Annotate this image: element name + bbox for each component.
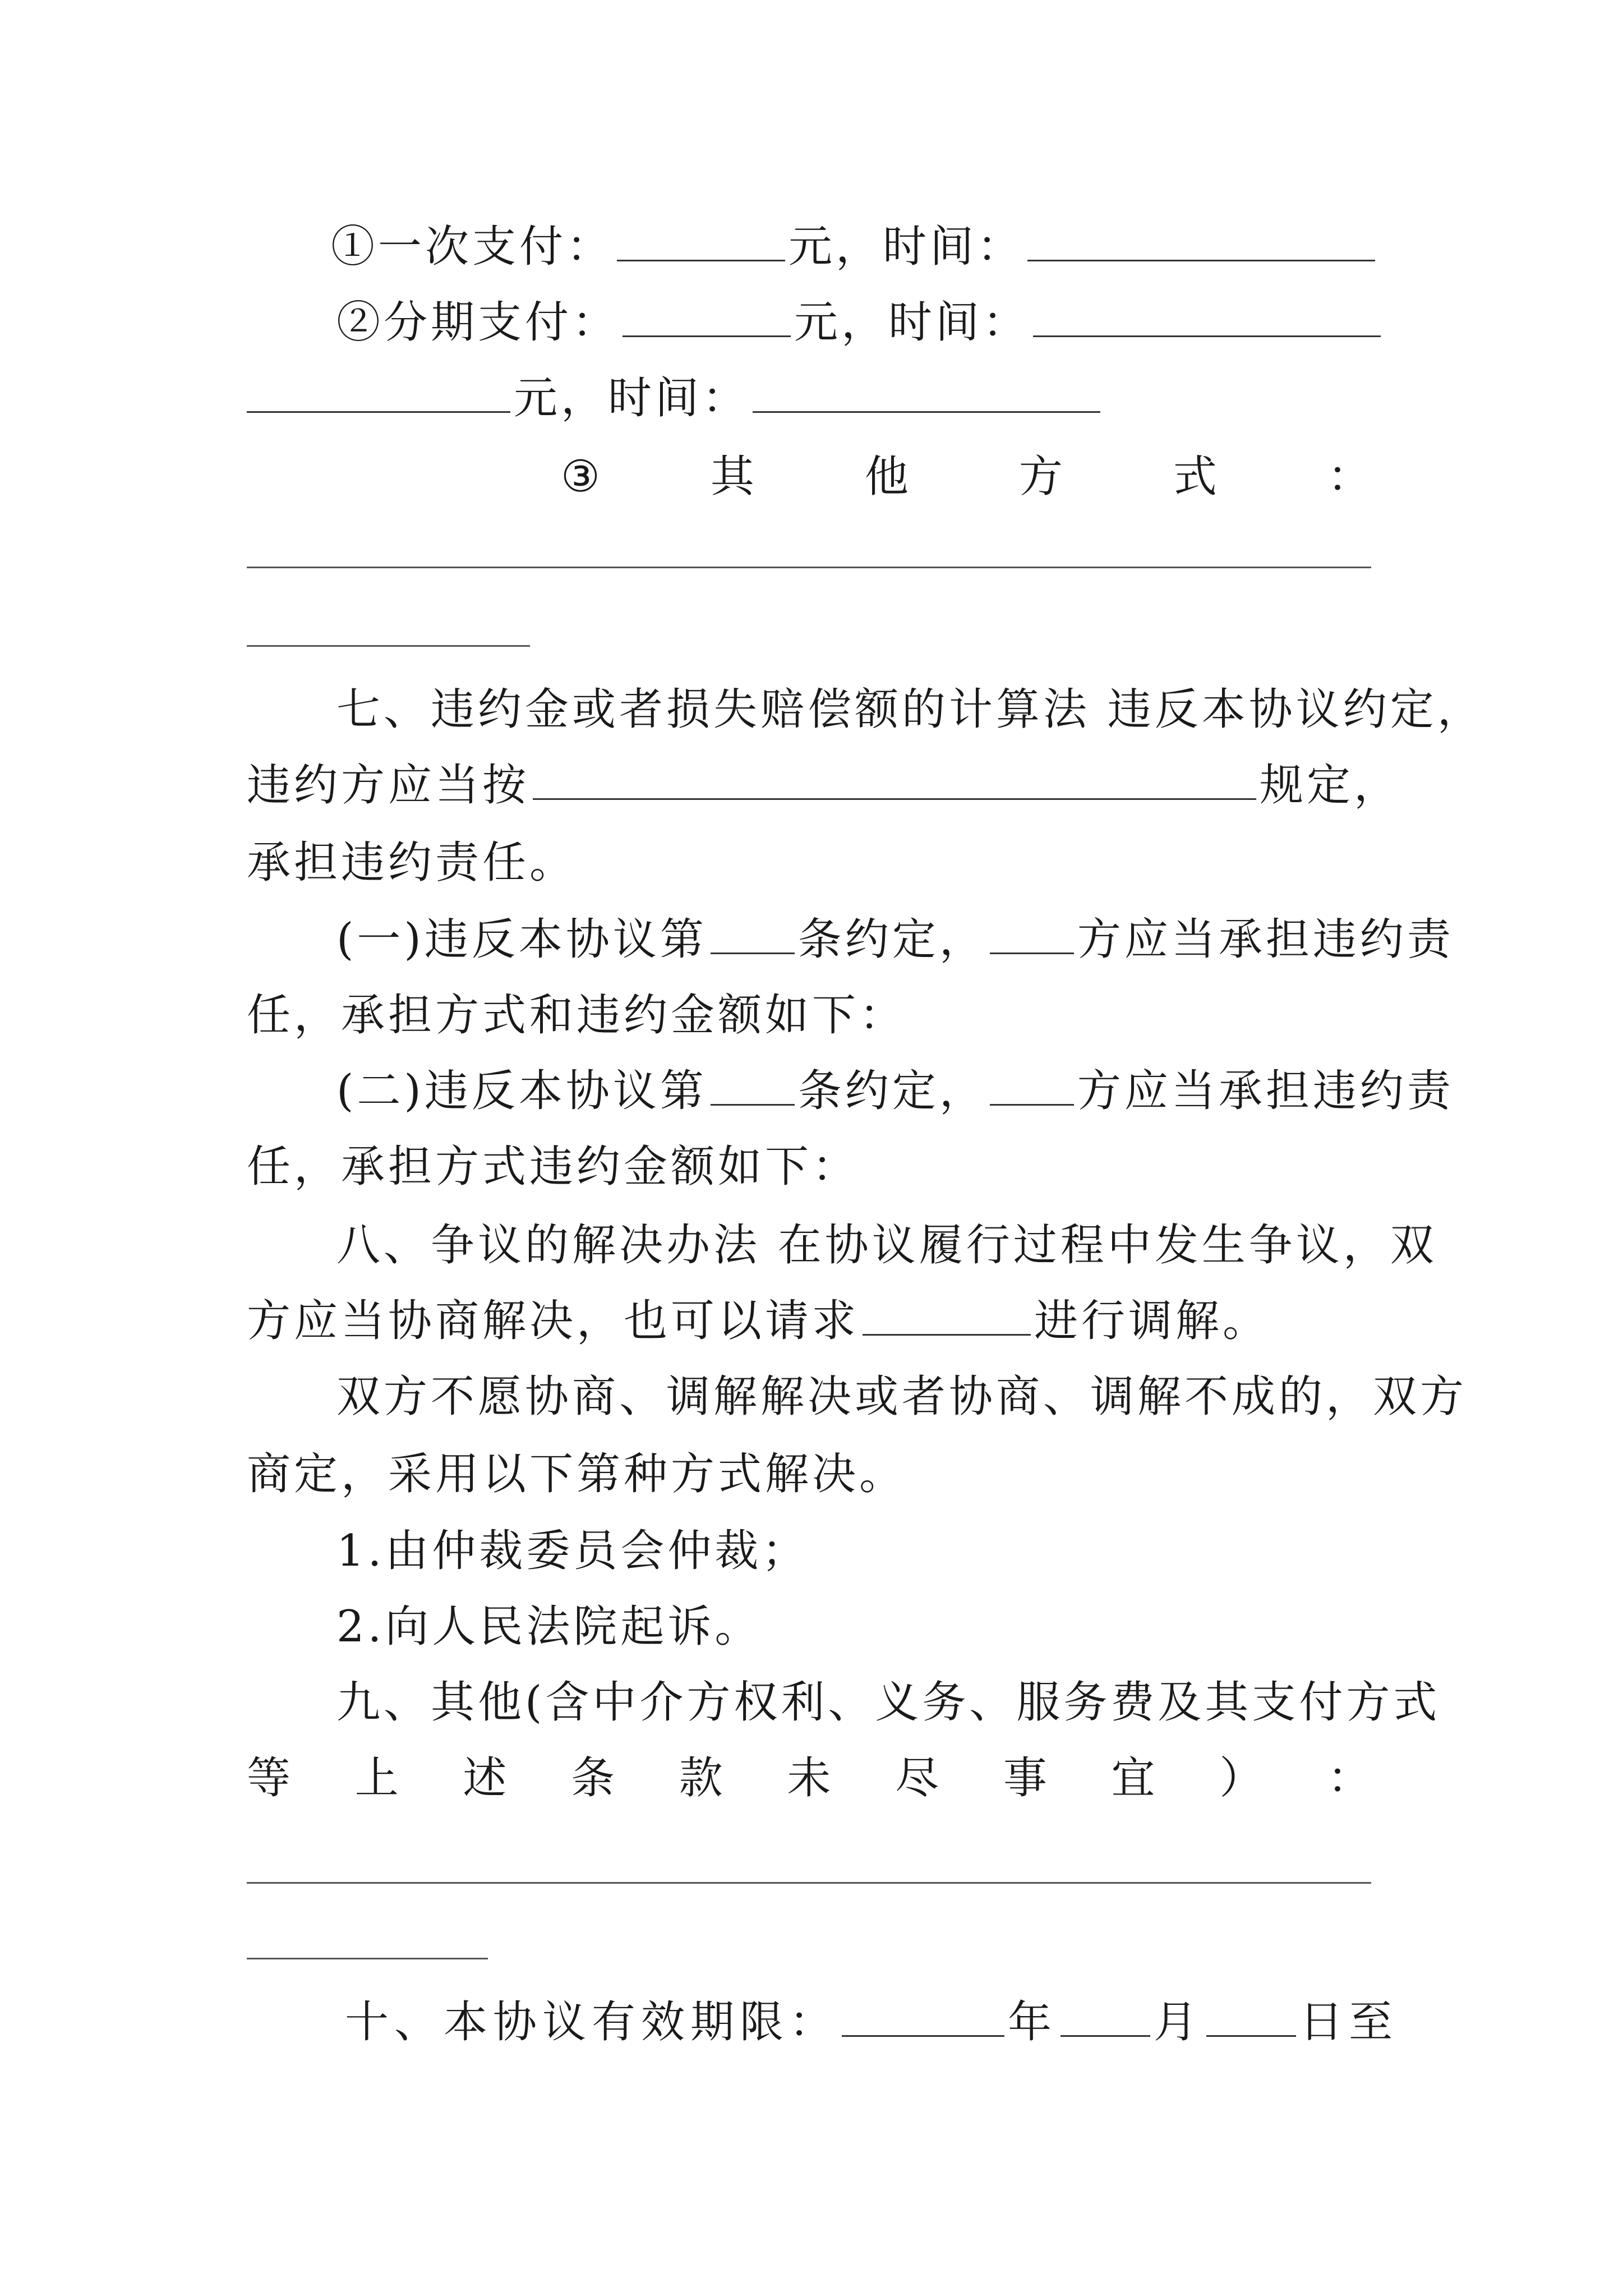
clause7-line2-suffix: 规定， — [1260, 760, 1401, 811]
other-method-char: 他 — [864, 452, 909, 502]
standard-blank[interactable] — [533, 759, 1256, 800]
option-arbitration: 1.由仲裁委员会仲裁； — [336, 1526, 809, 1576]
option-court: 2.向人民法院起诉。 — [336, 1602, 762, 1652]
breach2-line2: 任，承担方式违约金额如下： — [247, 1142, 860, 1192]
clause9-char: 等 — [247, 1753, 291, 1803]
other-terms-blank-line[interactable] — [247, 1882, 1371, 1884]
clause7-line2 — [247, 757, 1401, 813]
breach2-suffix: 方应当承担违约责 — [1077, 1066, 1454, 1116]
clause9-char: 未 — [787, 1753, 831, 1803]
pay-installment-label: ②分期支付： — [336, 297, 620, 348]
breach1-suffix: 方应当承担违约责 — [1077, 914, 1454, 965]
month-label: 月 — [1154, 1997, 1204, 2047]
pay-once-unit: 元，时间： — [789, 222, 1025, 272]
party-blank[interactable] — [990, 913, 1074, 954]
pay-once-label: ①一次支付： — [331, 222, 614, 272]
dispute-line1: 双方不愿协商、调解解决或者协商、调解不成的，双方 — [336, 1372, 1468, 1422]
clause-number-blank[interactable] — [711, 913, 795, 954]
year-label: 年 — [1008, 1997, 1058, 2047]
other-method-char: 其 — [710, 452, 754, 502]
other-method-line — [561, 449, 1371, 505]
dispute-line2: 商定，采用以下第种方式解决。 — [247, 1449, 907, 1499]
amount-blank[interactable] — [623, 296, 791, 337]
installment-line2-unit: 元，时间： — [514, 373, 750, 424]
month-blank[interactable] — [1061, 1996, 1150, 2037]
pay-once-line — [331, 219, 1475, 275]
breach1-prefix: (一)违反本协议第 — [336, 914, 707, 965]
clause8-line2 — [247, 1293, 1391, 1349]
day-blank[interactable] — [1206, 1996, 1296, 2037]
clause9-char: 事 — [1003, 1753, 1047, 1803]
clause8-line2-suffix: 进行调解。 — [1034, 1296, 1270, 1346]
time-blank[interactable] — [1027, 220, 1375, 261]
clause9-char: 款 — [679, 1753, 723, 1803]
clause9-char: 宜 — [1111, 1753, 1155, 1803]
clause10-prefix: 十、本协议有效期限： — [345, 1997, 839, 2047]
installment-line-2 — [247, 370, 1391, 426]
clause8-line1: 八、争议的解决办法 在协议履行过程中发生争议，双 — [336, 1220, 1437, 1271]
clause9-char: ： — [1327, 1753, 1371, 1803]
clause9-char: 上 — [354, 1753, 399, 1803]
breach1-mid: 条约定， — [797, 914, 986, 965]
breach2-line — [336, 1063, 1481, 1119]
other-method-blank-line[interactable] — [247, 567, 1371, 568]
clause7-line2-prefix: 违约方应当按 — [247, 760, 530, 811]
clause9-char: 述 — [463, 1753, 507, 1803]
clause-number-blank[interactable] — [711, 1065, 795, 1106]
clause9-char: 尽 — [895, 1753, 939, 1803]
mediator-blank[interactable] — [863, 1295, 1031, 1336]
other-method-blank-line-short[interactable] — [247, 645, 530, 647]
amount-blank[interactable] — [617, 220, 785, 261]
pay-installment-line — [336, 295, 1481, 351]
other-method-char: ： — [1327, 452, 1371, 502]
clause8-line2-prefix: 方应当协商解决，也可以请求 — [247, 1296, 860, 1346]
time-blank[interactable] — [753, 372, 1100, 413]
clause10-line — [345, 1994, 1489, 2050]
other-method-char: 方 — [1018, 452, 1063, 502]
breach2-mid: 条约定， — [797, 1066, 986, 1116]
other-terms-blank-line-short[interactable] — [247, 1958, 488, 1959]
party-blank[interactable] — [990, 1065, 1074, 1106]
breach1-line — [336, 912, 1481, 968]
other-method-char: 式 — [1173, 452, 1217, 502]
clause9-line2 — [247, 1750, 1371, 1806]
time-blank[interactable] — [1033, 296, 1381, 337]
clause9-line1: 九、其他(含中介方权利、义务、服务费及其支付方式 — [336, 1677, 1441, 1728]
year-blank[interactable] — [842, 1996, 1004, 2037]
clause9-char: 条 — [571, 1753, 615, 1803]
amount-blank[interactable] — [247, 372, 510, 413]
pay-installment-unit: 元，时间： — [794, 297, 1030, 348]
day-to-label: 日至 — [1299, 1997, 1399, 2047]
clause7-heading: 七、违约金或者损失赔偿额的计算法 违反本协议约定， — [336, 684, 1484, 735]
other-method-char: ③ — [561, 452, 600, 502]
clause7-line3: 承担违约责任。 — [247, 838, 577, 888]
clause9-char: ） — [1219, 1753, 1264, 1803]
breach1-line2: 任，承担方式和违约金额如下： — [247, 990, 907, 1041]
breach2-prefix: (二)违反本协议第 — [336, 1066, 707, 1116]
